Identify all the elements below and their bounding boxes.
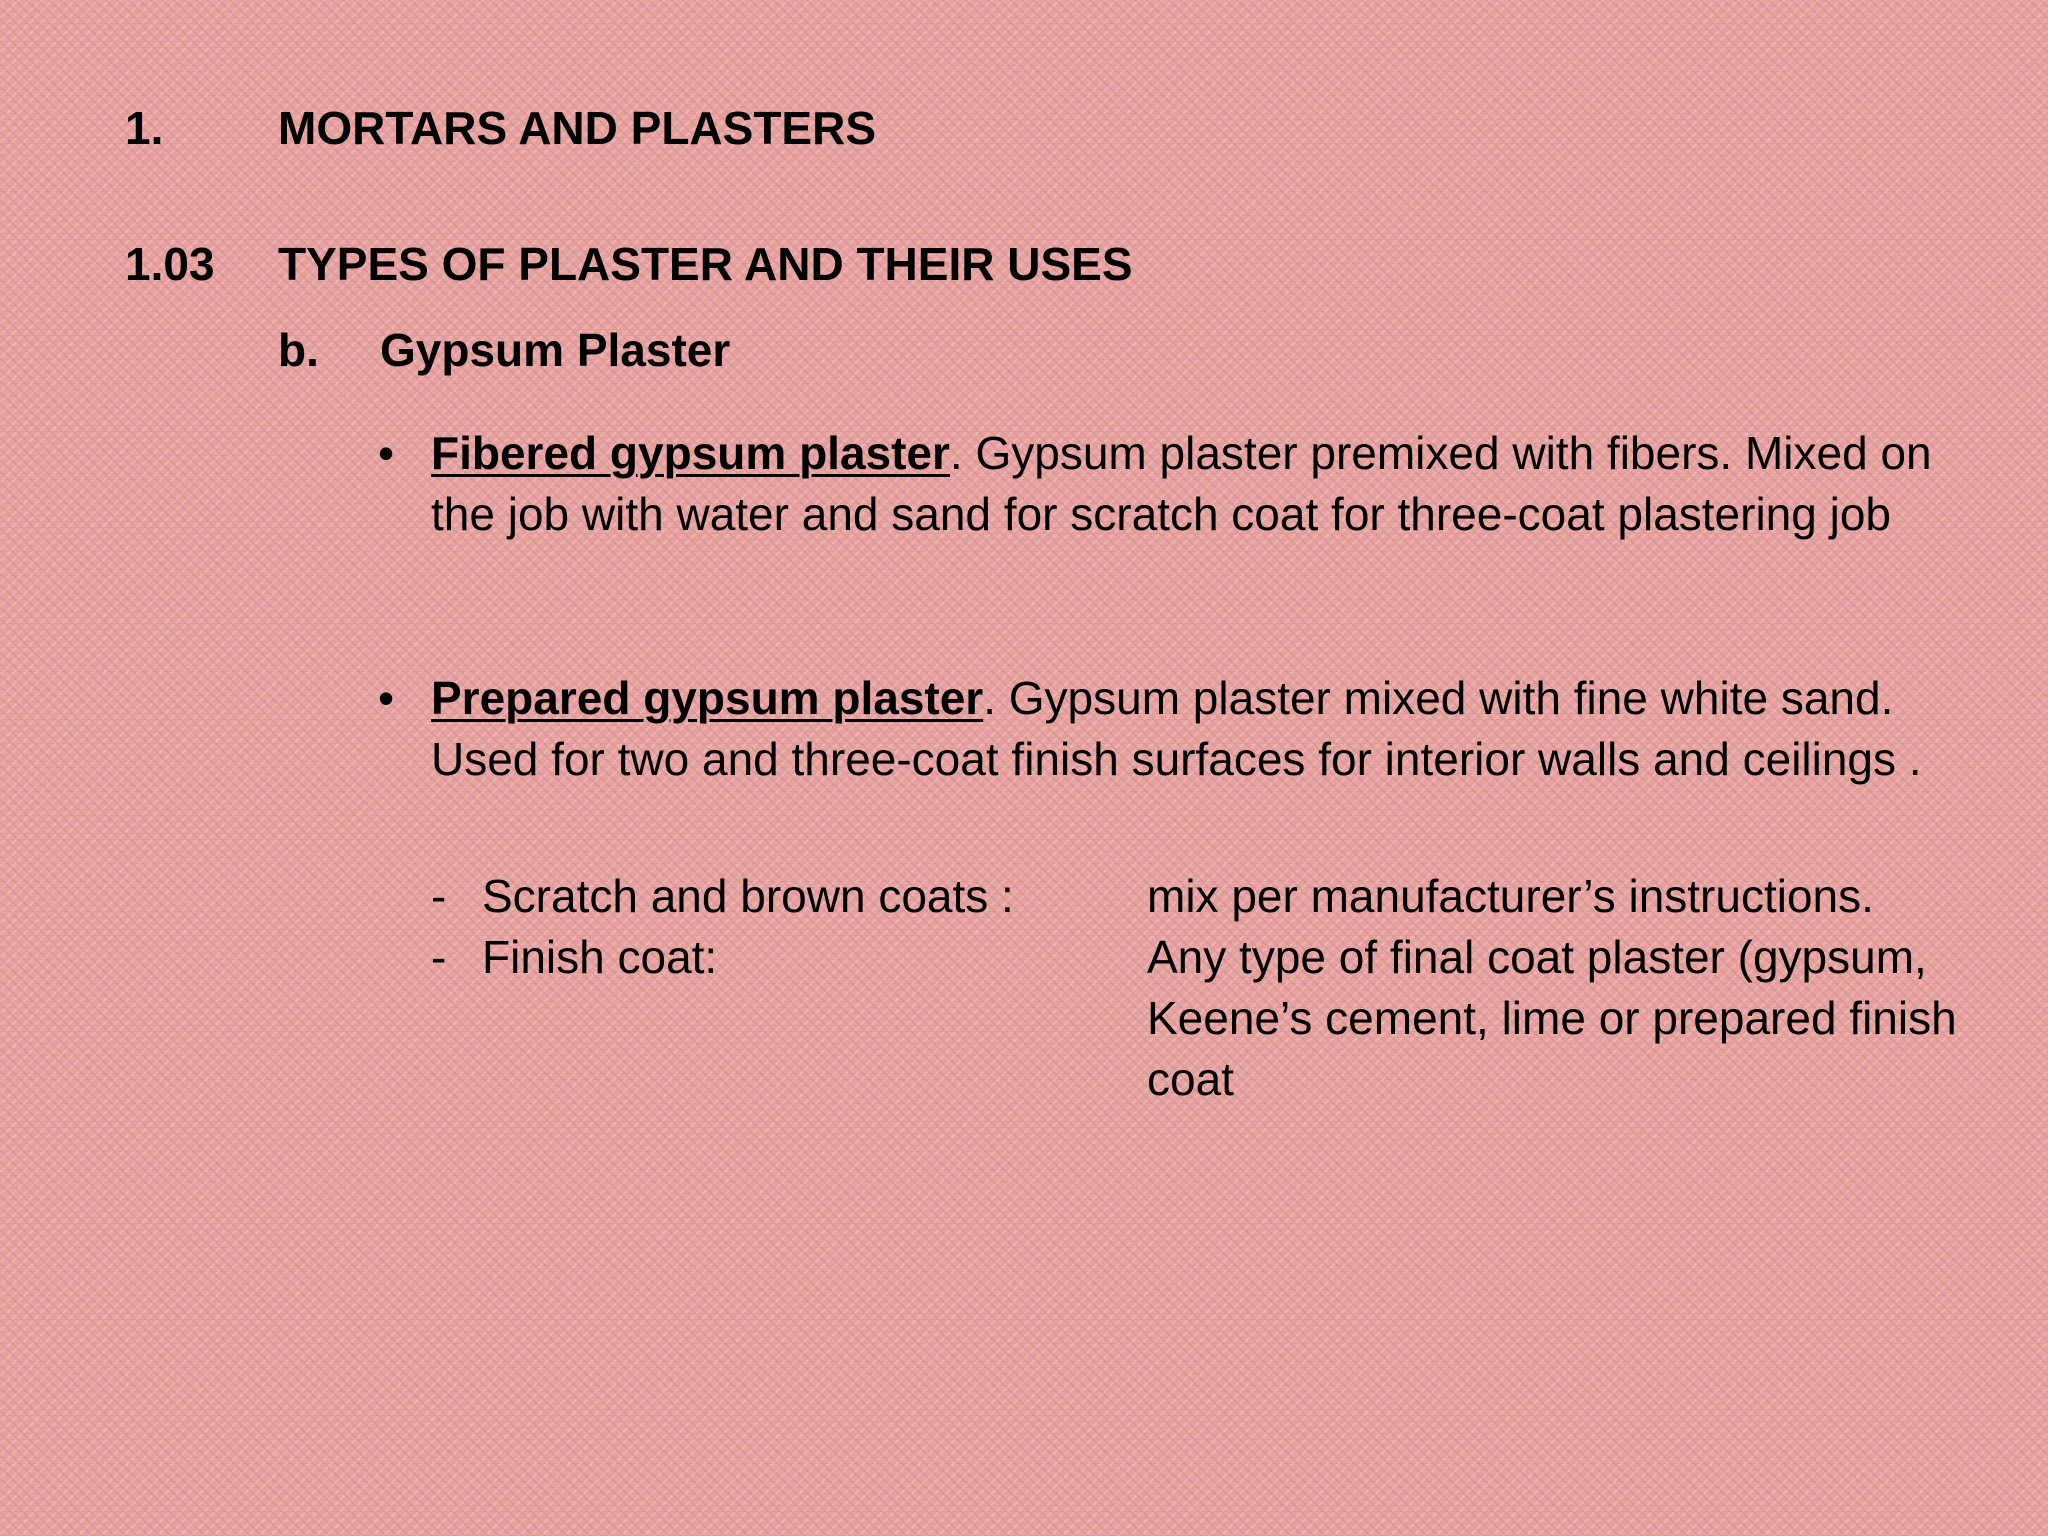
coat-marker: - <box>431 870 447 922</box>
subsection-number: 1.03 <box>125 238 215 290</box>
bullet-body <box>431 423 1991 545</box>
coat-item-scratch-brown <box>431 866 2031 927</box>
bullet-text: . Gypsum plaster mixed with fine white sand. Used for two and three-coat finish surfaces for interior walls and ceilings . <box>431 672 1922 785</box>
bullet-body <box>431 668 1991 790</box>
bullet-term: Fibered gypsum plaster <box>431 427 950 479</box>
coat-marker: - <box>431 931 447 983</box>
coat-list <box>431 866 2031 1105</box>
item-letter: b. <box>278 324 319 376</box>
bullet-marker: • <box>378 672 395 724</box>
coat-label: Finish coat: <box>482 931 718 983</box>
subsection-title: TYPES OF PLASTER AND THEIR USES <box>278 238 1133 290</box>
bullet-term: Prepared gypsum plaster <box>431 672 984 724</box>
section-number: 1. <box>125 102 164 154</box>
coat-item-finish <box>431 927 2031 1105</box>
bullet-text: . Gypsum plaster premixed with fibers. Mixed on the job with water and sand for scratch coat for three-coat plastering job <box>431 427 1932 540</box>
section-title: MORTARS AND PLASTERS <box>278 102 876 154</box>
coat-label: Scratch and brown coats : <box>482 870 1014 922</box>
item-title: Gypsum Plaster <box>380 324 731 376</box>
coat-value: mix per manufacturer’s instructions. <box>1147 870 1874 922</box>
bullet-marker: • <box>378 427 395 479</box>
coat-value: Any type of final coat plaster (gypsum, Keene’s cement, lime or prepared finish coat <box>1147 931 1957 1105</box>
